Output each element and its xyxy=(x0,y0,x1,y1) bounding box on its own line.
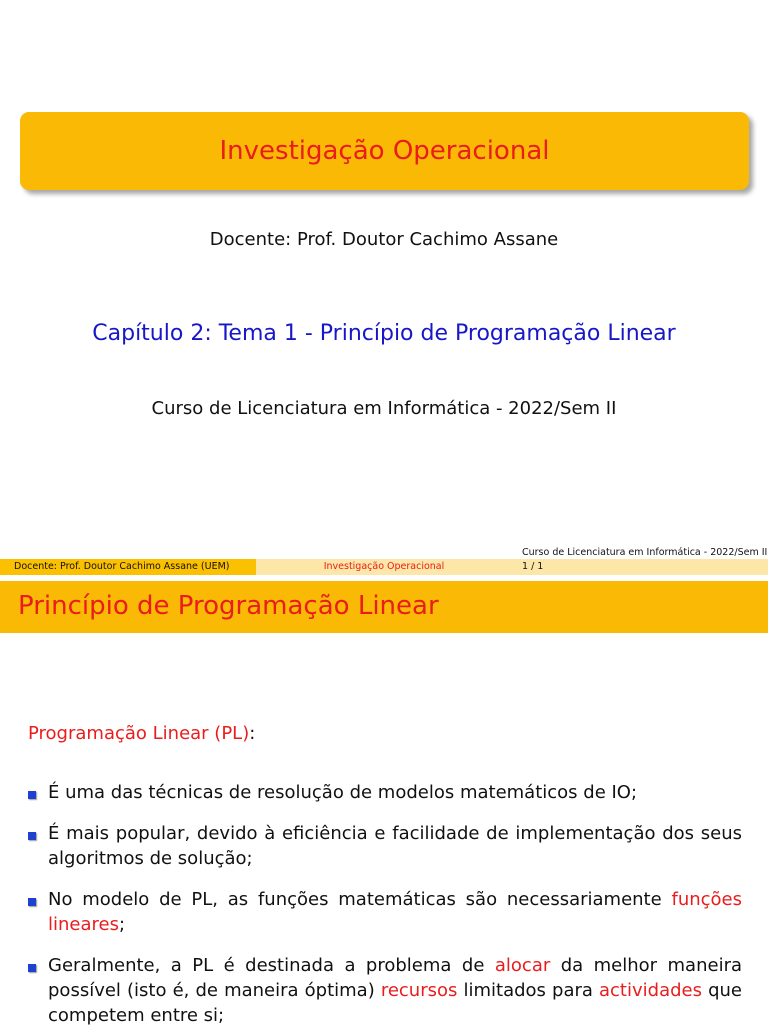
highlight-text: funções lineares xyxy=(48,889,742,935)
bullet-square-icon xyxy=(28,791,36,799)
footer-page-number: 1 / 1 xyxy=(512,559,768,575)
bullet-text: No modelo de PL, as funções matemáticas são necessariamente xyxy=(48,889,672,910)
frame-title-bar xyxy=(0,581,768,633)
footer-short-title: Investigação Operacional xyxy=(256,559,512,575)
presentation-title: Investigação Operacional xyxy=(219,136,550,166)
footer-author: Docente: Prof. Doutor Cachimo Assane (UEM) xyxy=(0,559,256,575)
bullet-text-end: ; xyxy=(118,914,126,935)
bullet-square-icon xyxy=(28,964,36,972)
highlight-text: actividades xyxy=(599,980,702,1001)
highlight-text: recursos xyxy=(380,980,458,1001)
chapter-title: Capítulo 2: Tema 1 - Princípio de Programação Linear xyxy=(92,321,676,346)
section-label xyxy=(28,723,255,744)
bullet-item xyxy=(28,953,742,1028)
bullet-item xyxy=(28,887,742,937)
bullet-list xyxy=(28,780,742,1028)
course-line: Curso de Licenciatura em Informática - 2022/Sem II xyxy=(151,398,617,419)
highlight-text: alocar xyxy=(494,955,551,976)
bullet-item xyxy=(28,821,742,871)
bullet-text-end: que competem entre si; xyxy=(48,980,742,1026)
footer-bar xyxy=(0,559,768,575)
bullet-square-icon xyxy=(28,898,36,906)
bullet-text: Geralmente, a PL é destinada a problema de xyxy=(48,955,495,976)
section-label-text: Programação Linear (PL) xyxy=(28,723,250,744)
section-label-colon: : xyxy=(249,723,256,744)
bullet-text: da melhor maneira possível (isto é, de maneira óptima) xyxy=(48,955,742,1001)
bullet-square-icon xyxy=(28,832,36,840)
frame-title: Princípio de Programação Linear xyxy=(18,591,439,621)
bullet-text: limitados para xyxy=(457,980,599,1001)
bullet-text: É uma das técnicas de resolução de modelos matemáticos de IO; xyxy=(48,782,638,803)
bullet-text: É mais popular, devido à eficiência e facilidade de implementação dos seus algoritmos de solução; xyxy=(48,823,742,869)
title-box xyxy=(20,112,749,190)
bullet-item xyxy=(28,780,742,805)
footer-course-info: Curso de Licenciatura em Informática - 2022/Sem II xyxy=(522,547,768,558)
docente-line: Docente: Prof. Doutor Cachimo Assane xyxy=(209,229,559,250)
